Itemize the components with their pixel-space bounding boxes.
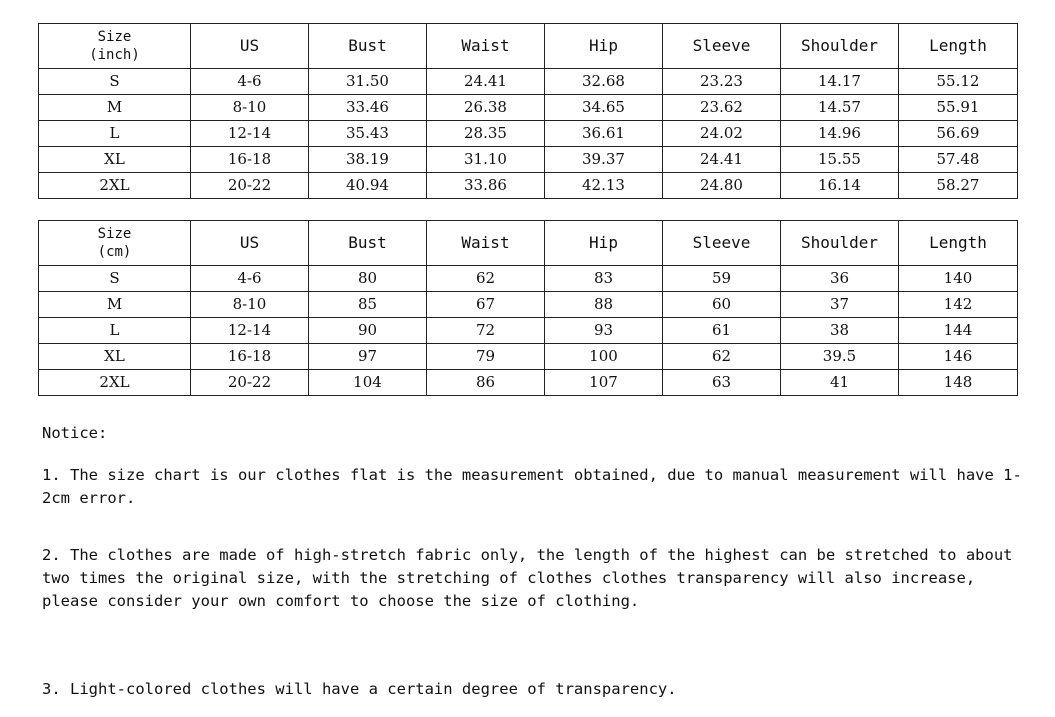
table-row [39, 318, 1018, 344]
size-table-cm [38, 220, 1018, 396]
table-cell: 42.13 [545, 173, 663, 199]
table-cell: 12-14 [191, 121, 309, 147]
table-cell: 93 [545, 318, 663, 344]
table-row [39, 173, 1018, 199]
header-bust: Bust [309, 24, 427, 69]
table-cell: 33.86 [427, 173, 545, 199]
table-cell: 23.62 [663, 95, 781, 121]
header-hip: Hip [545, 221, 663, 266]
header-length: Length [899, 24, 1018, 69]
table-cell: 16-18 [191, 344, 309, 370]
header-row [39, 221, 1018, 266]
table-cell: 39.5 [781, 344, 899, 370]
table-cell: 38 [781, 318, 899, 344]
table-cell: 90 [309, 318, 427, 344]
table-cell: 38.19 [309, 147, 427, 173]
table-cell: 36 [781, 266, 899, 292]
table-cell: 107 [545, 370, 663, 396]
table-cell: 16-18 [191, 147, 309, 173]
table-cell: 39.37 [545, 147, 663, 173]
table-cell: 56.69 [899, 121, 1018, 147]
size-cell: 2XL [39, 173, 191, 199]
table-cell: 55.91 [899, 95, 1018, 121]
notice-item-3: 3. Light-colored clothes will have a certain degree of transparency. [42, 680, 677, 698]
table-cell: 14.17 [781, 69, 899, 95]
header-sleeve: Sleeve [663, 221, 781, 266]
table-cell: 24.41 [663, 147, 781, 173]
table-cell: 72 [427, 318, 545, 344]
table-cell: 60 [663, 292, 781, 318]
size-cell: S [39, 266, 191, 292]
size-cell: L [39, 318, 191, 344]
table-cell: 35.43 [309, 121, 427, 147]
table-cell: 55.12 [899, 69, 1018, 95]
table-cell: 41 [781, 370, 899, 396]
table-cell: 12-14 [191, 318, 309, 344]
header-shoulder: Shoulder [781, 221, 899, 266]
header-size-unit: (cm) [97, 244, 132, 260]
table-cell: 16.14 [781, 173, 899, 199]
table-cell: 20-22 [191, 173, 309, 199]
table-row [39, 370, 1018, 396]
table-cell: 31.50 [309, 69, 427, 95]
table-cell: 86 [427, 370, 545, 396]
header-shoulder: Shoulder [781, 24, 899, 69]
table-row [39, 344, 1018, 370]
table-cell: 15.55 [781, 147, 899, 173]
table-cell: 59 [663, 266, 781, 292]
table-cell: 8-10 [191, 95, 309, 121]
table-cell: 61 [663, 318, 781, 344]
table-cell: 24.80 [663, 173, 781, 199]
size-cell: M [39, 292, 191, 318]
table-cell: 31.10 [427, 147, 545, 173]
table-cell: 97 [309, 344, 427, 370]
table-cell: 20-22 [191, 370, 309, 396]
table-cell: 104 [309, 370, 427, 396]
table-cell: 33.46 [309, 95, 427, 121]
table-cell: 88 [545, 292, 663, 318]
header-waist: Waist [427, 221, 545, 266]
table-cell: 36.61 [545, 121, 663, 147]
table-cell: 26.38 [427, 95, 545, 121]
header-row [39, 24, 1018, 69]
size-cell: XL [39, 147, 191, 173]
header-us: US [191, 221, 309, 266]
header-bust: Bust [309, 221, 427, 266]
table-cell: 58.27 [899, 173, 1018, 199]
header-size [39, 221, 191, 266]
table-cell: 83 [545, 266, 663, 292]
table-row [39, 69, 1018, 95]
table-cell: 28.35 [427, 121, 545, 147]
table-cell: 140 [899, 266, 1018, 292]
table-cell: 79 [427, 344, 545, 370]
header-sleeve: Sleeve [663, 24, 781, 69]
header-length: Length [899, 221, 1018, 266]
header-us: US [191, 24, 309, 69]
table-cell: 14.57 [781, 95, 899, 121]
table-cell: 8-10 [191, 292, 309, 318]
notice-item-2: 2. The clothes are made of high-stretch fabric only, the length of the highest can be stretched to about two times the original size, with the stretching of clothes clothes transparency will also increase, please consider your own comfort to choose the size of clothing. [42, 546, 1022, 610]
table-cell: 37 [781, 292, 899, 318]
table-cell: 14.96 [781, 121, 899, 147]
header-size-label: Size [97, 29, 132, 45]
table-cell: 100 [545, 344, 663, 370]
notice-title: Notice: [42, 424, 108, 442]
size-cell: S [39, 69, 191, 95]
table-cell: 24.41 [427, 69, 545, 95]
table-cell: 34.65 [545, 95, 663, 121]
header-waist: Waist [427, 24, 545, 69]
table-row [39, 147, 1018, 173]
table-cell: 40.94 [309, 173, 427, 199]
table-cell: 32.68 [545, 69, 663, 95]
table-row [39, 292, 1018, 318]
size-cell: XL [39, 344, 191, 370]
table-cell: 23.23 [663, 69, 781, 95]
size-cell: M [39, 95, 191, 121]
table-cell: 144 [899, 318, 1018, 344]
table-cell: 4-6 [191, 69, 309, 95]
table-cell: 62 [663, 344, 781, 370]
table-cell: 24.02 [663, 121, 781, 147]
notice-item-1: 1. The size chart is our clothes flat is the measurement obtained, due to manual measurement will have 1-2cm error. [42, 466, 1022, 507]
table-cell: 62 [427, 266, 545, 292]
table-cell: 57.48 [899, 147, 1018, 173]
header-hip: Hip [545, 24, 663, 69]
table-cell: 146 [899, 344, 1018, 370]
table-row [39, 95, 1018, 121]
size-cell: L [39, 121, 191, 147]
table-cell: 67 [427, 292, 545, 318]
header-size-unit: (inch) [89, 47, 140, 63]
table-row [39, 266, 1018, 292]
table-cell: 85 [309, 292, 427, 318]
header-size-label: Size [97, 226, 132, 242]
size-cell: 2XL [39, 370, 191, 396]
table-cell: 142 [899, 292, 1018, 318]
table-row [39, 121, 1018, 147]
size-table-inch [38, 23, 1018, 199]
table-cell: 80 [309, 266, 427, 292]
table-cell: 63 [663, 370, 781, 396]
header-size [39, 24, 191, 69]
table-cell: 4-6 [191, 266, 309, 292]
table-cell: 148 [899, 370, 1018, 396]
